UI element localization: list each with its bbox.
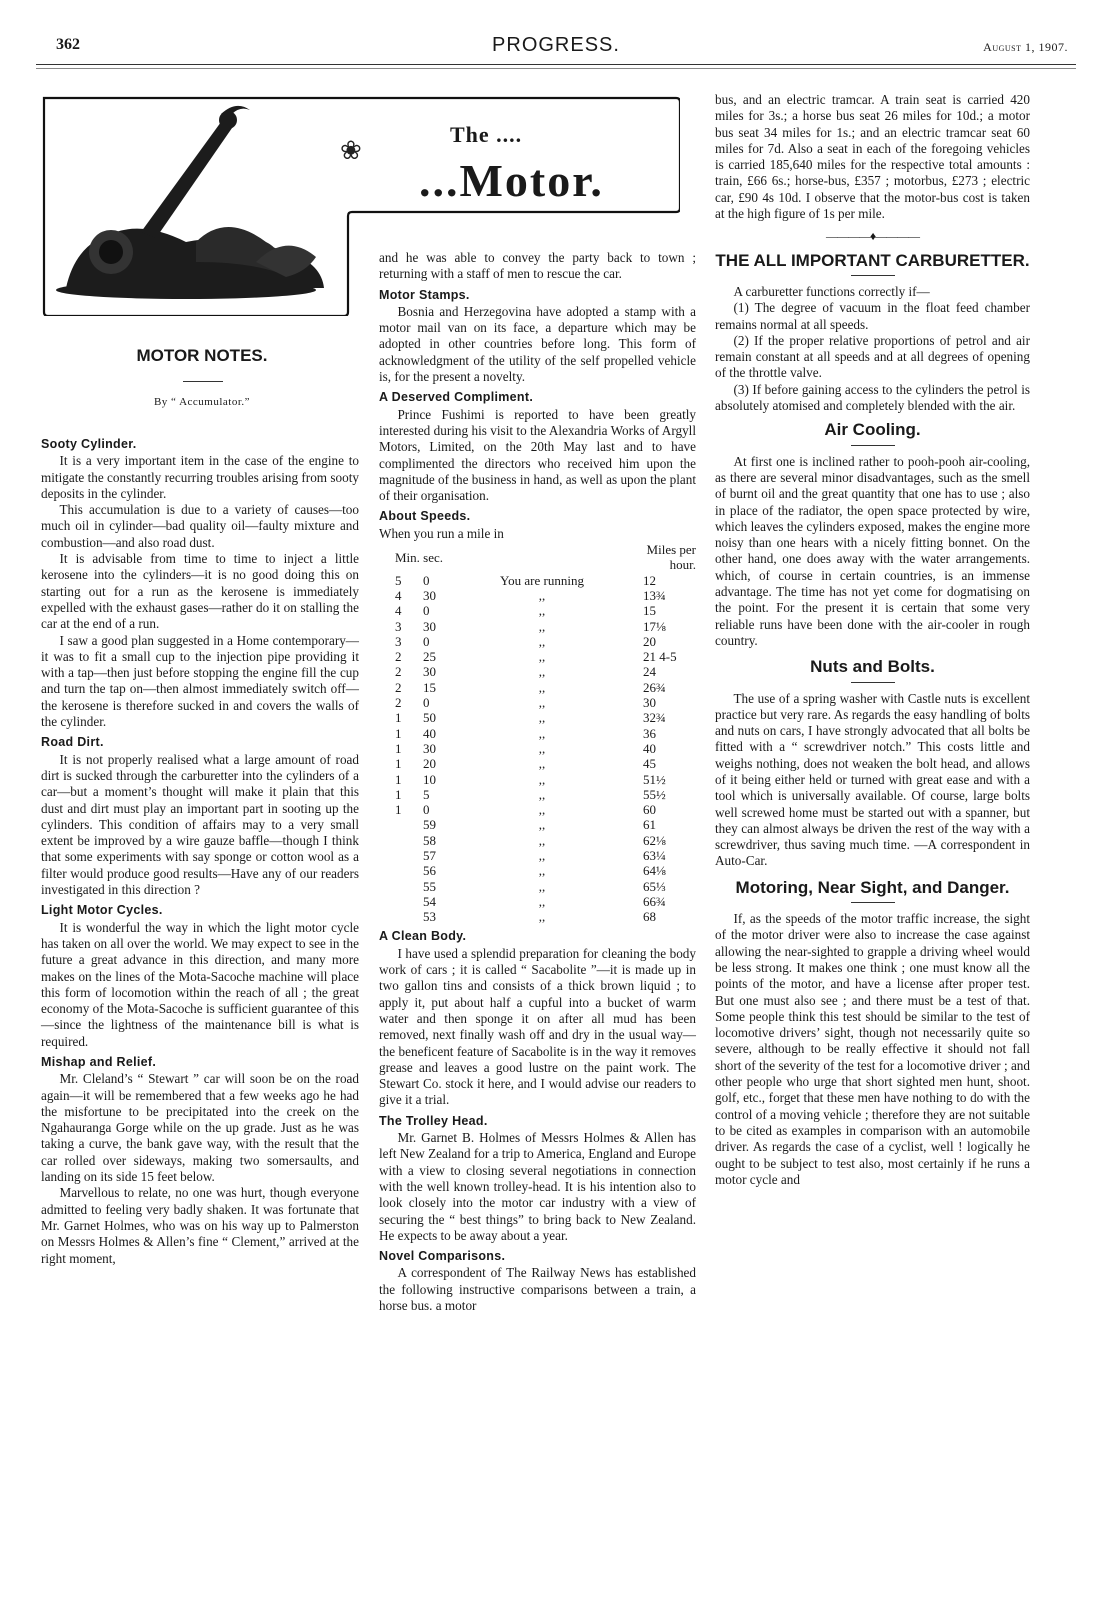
speed-running: ,, <box>538 847 546 863</box>
speed-seconds: 30 <box>423 587 436 603</box>
paragraph: Prince Fushimi is reported to have been greatly interested during his visit to the Alexandria Works of Argyll Motors, Limited, on the 20th May last and to have complimented the directors who received him upon the magnitude of the business in hand, as well as upon the plant of their organisation. <box>379 406 696 504</box>
speed-row <box>379 802 696 817</box>
paragraph: (3) If before gaining access to the cylinders the petrol is absolutely atomised and completely blended with the air. <box>715 381 1030 414</box>
speed-minutes: 1 <box>395 756 402 772</box>
speed-mph: 63¼ <box>643 847 666 863</box>
speed-row <box>379 634 696 649</box>
speed-row <box>379 741 696 756</box>
subheading: Mishap and Relief. <box>41 1054 157 1069</box>
speed-seconds: 57 <box>423 847 436 863</box>
speed-minutes: 1 <box>395 725 402 741</box>
speed-minutes <box>379 817 423 832</box>
speed-seconds: 10 <box>423 771 436 787</box>
speed-seconds: 15 <box>423 679 436 695</box>
paragraph: The use of a spring washer with Castle nuts is excellent practice but very rare. As regards the easy handling of bolts and nuts on cars, I have strongly advocated that all bolts be fitted with a “ screwdriver notch.” This costs little and weighs nothing, does not weaken the bolt head, and allows of it being either held or turned with great ease and with a tool which is universally available. Of course, large bolts well screwed home must be started out with a spanner, but they can almost always be driven the rest of the way with a screwdriver, thus saving much time. —A correspondent in Auto-Car. <box>715 690 1030 869</box>
speed-minutes: 2 <box>395 679 402 695</box>
subheading: Sooty Cylinder. <box>41 437 137 451</box>
subheading: About Speeds. <box>379 509 471 524</box>
speed-minutes: 1 <box>395 771 402 787</box>
speed-mph: 40 <box>643 740 656 756</box>
speed-mph: 66¾ <box>643 893 666 909</box>
paragraph: bus, and an electric tramcar. A train seat is carried 420 miles for 3s.; a horse bus seat 26 miles for 10d.; a motor bus seat 34 miles for 1s.; and an electric tramcar seat 60 miles for 7d. Also a seat in each of the foregoing vehicles is carried 185,640 miles for the respective total amounts : train, £66 6s.; horse-bus, £357 ; motorbus, £273 ; electric car, £90 4s 10d. I observe that the motor-bus cost is taken at the high figure of 1s per mile. <box>715 92 1030 222</box>
speed-seconds: 58 <box>423 832 436 848</box>
paragraph: Mr. Garnet B. Holmes of Messrs Holmes & Allen has left New Zealand for a trip to America, England and Europe with a view to closing several negotiations in connection with the well known trolley-head. It is his intention also to look closely into the motor car industry with a view of securing the “ best things” to bring back to New Zealand. He expects to be away about a year. <box>379 1130 696 1243</box>
column-3 <box>715 92 1030 1188</box>
subheading: Novel Comparisons. <box>379 1249 506 1264</box>
speed-minutes: 2 <box>395 695 402 711</box>
issue-date: August 1, 1907. <box>983 40 1068 54</box>
speed-minutes: 1 <box>395 786 402 802</box>
column-2 <box>379 250 696 1314</box>
speed-running: ,, <box>538 633 546 649</box>
speed-running: ,, <box>538 771 546 787</box>
paragraph: I saw a good plan suggested in a Home contemporary—it was to fit a small cup to the injection pipe providing it with a tap—then just before stopping the engine fill the cup and turn the tap on—then almost immediately switch off—the kerosene is therefore sucked in and covers the walls of the cylinder. <box>41 632 359 730</box>
banner-motor: ...Motor. <box>419 155 604 206</box>
speed-minutes <box>379 863 423 878</box>
speed-running: ,, <box>538 710 546 726</box>
speed-mph: 64⅛ <box>643 863 666 879</box>
speed-mph: 15 <box>643 603 656 619</box>
speed-minutes: 2 <box>395 649 402 665</box>
section-rule <box>851 445 895 446</box>
speed-seconds: 5 <box>423 786 430 802</box>
speed-row <box>379 772 696 787</box>
speed-row <box>379 833 696 848</box>
speed-seconds: 50 <box>423 710 436 726</box>
speed-seconds: 30 <box>423 664 436 680</box>
speed-mph: 51½ <box>643 771 666 787</box>
speed-running: ,, <box>538 909 546 925</box>
byline: By “ Accumulator.” <box>153 396 251 408</box>
subheading: A Clean Body. <box>379 929 467 944</box>
speed-minutes: 3 <box>395 633 402 649</box>
speed-running: ,, <box>538 587 546 603</box>
carburetter-heading: THE ALL IMPORTANT CARBURETTER. <box>715 250 1030 270</box>
speed-running: ,, <box>538 786 546 802</box>
subheading: The Trolley Head. <box>379 1113 488 1128</box>
speed-seconds: 0 <box>423 695 430 711</box>
speed-minutes: 3 <box>395 618 402 634</box>
paragraph: I have used a splendid preparation for cleaning the body work of cars ; it is called “ Sacabolite ”—it is made up in two gallon tins and consists of a thick brown liquid ; to apply it, put about half a cupful into a bucket of warm water and then sponge it on after all mud has been removed, next finally wash off and dry in the usual way—the beneficent feature of Sacabolite is in the way it removes grease and leaves a good lustre on the paint work. The Stewart Co. stock it here, and I would advise our readers to give it a trial. <box>379 945 696 1108</box>
speed-row <box>379 787 696 802</box>
speed-row <box>379 603 696 618</box>
speed-mph: 17⅛ <box>643 618 666 634</box>
speed-minutes <box>379 833 423 848</box>
speed-seconds: 30 <box>423 740 436 756</box>
speed-row <box>379 863 696 878</box>
speed-row <box>379 848 696 863</box>
paragraph: Bosnia and Herzegovina have adopted a stamp with a motor mail van on its face, a departure which may be adopted in other countries before long. This form of acknowledgment of the utility of the self propelled vehicle is, for the present a novelty. <box>379 303 696 385</box>
statue-illustration <box>56 106 324 299</box>
air-cooling-heading: Air Cooling. <box>824 420 921 440</box>
speed-mph: 24 <box>643 664 656 680</box>
column-3-top <box>715 92 1030 222</box>
speed-mph: 65⅓ <box>643 878 666 894</box>
speed-running: ,, <box>538 695 546 711</box>
speed-row <box>379 649 696 664</box>
speeds-table <box>379 542 696 924</box>
speed-mph: 32¾ <box>643 710 666 726</box>
speed-seconds: 40 <box>423 725 436 741</box>
page-header <box>36 32 1076 58</box>
paragraph: Mr. Cleland’s “ Stewart ” car will soon be on the road again—it will be remembered that a few weeks ago he had the misfortune to be precipitated into the creek on the Ngahauranga Gorge while on the up grade. Just as he was taking a curve, the bank gave way, with the result that the car rolled over sideways, making two somersaults, and landing on its side 15 feet below. <box>41 1071 359 1185</box>
column-1 <box>41 432 359 1267</box>
speed-mph: 12 <box>643 572 656 588</box>
paragraph: This accumulation is due to a variety of causes—too much oil in cylinder—bad quality oil—faulty mixture and combustion—and also road dust. <box>41 502 359 550</box>
speed-minutes <box>379 848 423 863</box>
paragraph: and he was able to convey the party back to town ; returning with a staff of men to rescue the car. <box>379 250 696 282</box>
air-cooling-body <box>715 454 1030 650</box>
publication-title: PROGRESS. <box>492 34 620 56</box>
notes-rule <box>183 381 223 382</box>
paragraph: When you run a mile in <box>379 525 504 541</box>
floral-ornament-icon: ❀ <box>340 136 362 165</box>
speed-seconds: 30 <box>423 618 436 634</box>
speed-seconds: 0 <box>423 572 430 588</box>
speed-row <box>379 573 696 588</box>
speed-seconds: 25 <box>423 649 436 665</box>
speed-running: ,, <box>538 679 546 695</box>
speed-minutes: 4 <box>395 587 402 603</box>
paragraph: It is wonderful the way in which the light motor cycle has taken on all over the world. We may expect to see in the future a great advance in this direction, and many more makes on the lines of the Mota-Sacoche machine will place this form of locomotion within the reach of all ; the great economy of the Mota-Sacoche is sufficient guarantee of this—since the lightness of the maintenance bill is what is required. <box>41 919 359 1049</box>
speed-seconds: 53 <box>423 909 436 925</box>
nuts-bolts-heading: Nuts and Bolts. <box>810 657 935 677</box>
speed-running: ,, <box>538 817 546 833</box>
section-rule <box>851 275 895 276</box>
speed-running: ,, <box>538 878 546 894</box>
speeds-head-right: Miles per hour. <box>646 542 696 573</box>
speed-running: ,, <box>538 756 546 772</box>
speed-seconds: 55 <box>423 878 436 894</box>
column-2-bottom <box>379 928 696 1314</box>
speed-mph: 62⅛ <box>643 832 666 848</box>
speed-minutes <box>379 909 423 924</box>
paragraph: A carburetter functions correctly if— <box>733 283 930 299</box>
speed-minutes: 5 <box>395 572 402 588</box>
motor-notes-heading: MOTOR NOTES. <box>136 346 268 365</box>
speed-seconds: 0 <box>423 603 430 619</box>
speed-row <box>379 909 696 924</box>
paragraph: At first one is inclined rather to pooh-pooh air-cooling, as there are several minor disadvantages, such as the smell of burnt oil and the great quantity that one has to use ; also in place of the radiator, the open space protected by wire, which leaves the cylinders exposed, makes the engine more noisy than one hears with a nicely fitting bonnet. On the other hand, one does away with the water arrangements. which, of course in certain countries, is an immense advantage. The time has not yet come for dogmatising on the point. For the present it is certain that some very reliable runs have been done with the air-cooler in rough country. <box>715 453 1030 648</box>
nuts-bolts-body <box>715 691 1030 870</box>
speed-row <box>379 726 696 741</box>
paragraph: (2) If the proper relative proportions of petrol and air remain constant at all speeds and at all degrees of opening of the throttle valve. <box>715 332 1030 381</box>
speed-seconds: 56 <box>423 863 436 879</box>
speed-mph: 26¾ <box>643 679 666 695</box>
speed-mph: 55½ <box>643 786 666 802</box>
speed-seconds: 59 <box>423 817 436 833</box>
speed-seconds: 0 <box>423 802 430 818</box>
subheading: Motor Stamps. <box>379 287 470 302</box>
speed-seconds: 20 <box>423 756 436 772</box>
paragraph: It is a very important item in the case of the engine to mitigate the constantly recurring troubles arising from sooty deposits in the cylinder. <box>41 453 359 501</box>
speed-row <box>379 879 696 894</box>
speed-running: ,, <box>538 618 546 634</box>
speed-minutes: 1 <box>395 710 402 726</box>
speed-running: ,, <box>538 603 546 619</box>
speed-running: You are running <box>500 572 584 588</box>
carburetter-body <box>715 284 1030 414</box>
paragraph: (1) The degree of vacuum in the float feed chamber remains normal at all speeds. <box>715 300 1030 332</box>
speed-mph: 21 4-5 <box>643 649 677 665</box>
near-sight-body <box>715 911 1030 1188</box>
speed-running: ,, <box>538 725 546 741</box>
speed-mph: 60 <box>643 802 656 818</box>
speed-minutes <box>379 894 423 909</box>
subheading: A Deserved Compliment. <box>379 390 534 405</box>
subheading: Road Dirt. <box>41 735 104 750</box>
speed-row <box>379 588 696 603</box>
section-rule <box>851 902 895 903</box>
column-2-top <box>379 250 696 542</box>
speed-running: ,, <box>538 802 546 818</box>
speed-running: ,, <box>538 664 546 680</box>
speed-row <box>379 894 696 909</box>
speed-mph: 61 <box>643 817 656 833</box>
speed-running: ,, <box>538 832 546 848</box>
paragraph: Marvellous to relate, no one was hurt, though everyone admitted to feeling very badly shaken. It was fortunate that Mr. Garnet Holmes, who was on his way up to Palmerston on Messrs Holmes & Allen’s fine “ Clement,” arrived at the right moment, <box>41 1185 359 1266</box>
speed-mph: 13¾ <box>643 587 666 603</box>
speed-row <box>379 710 696 725</box>
header-rule <box>36 64 1076 65</box>
paragraph: If, as the speeds of the motor traffic increase, the sight of the motor driver were also to increase the case against allowing the near-sighted to grapple a driving wheel would be less strong. It makes one think ; one must know all the points of the motor, and have a license after proper test. But one must also see ; and there must be a test of that. Some people think this test should be similar to the test of locomotive drivers’ sight, though not necessarily quite so severe, although to be really effective it should not fall short of the severity of the test for a locomotive driver ; and other people who urge that short sighted men hunt, shoot. golf, etc., forget that these men have nothing to do with the control of a moving vehicle ; therefore they are not suitable to be cited as examples in comparison with an automobile driver. As regards the case of a cyclist, well ! logically he ought to be subject to test also, most certainly if he runs a motor cycle and <box>715 911 1030 1187</box>
subheading: Light Motor Cycles. <box>41 903 163 918</box>
speed-mph: 20 <box>643 633 656 649</box>
near-sight-heading: Motoring, Near Sight, and Danger. <box>735 877 1010 897</box>
speed-row <box>379 619 696 634</box>
paragraph: A correspondent of The Railway News has established the following instructive comparisons between a train, a horse bus. a motor <box>379 1265 696 1313</box>
header-rule-thin <box>36 68 1076 69</box>
speed-mph: 36 <box>643 725 656 741</box>
speed-seconds: 54 <box>423 893 436 909</box>
speed-mph: 45 <box>643 756 656 772</box>
speed-minutes: 4 <box>395 603 402 619</box>
speed-minutes <box>379 879 423 894</box>
speed-row <box>379 695 696 710</box>
speeds-head-left: Min. sec. <box>395 549 444 565</box>
speed-running: ,, <box>538 740 546 756</box>
paragraph: It is not properly realised what a large amount of road dirt is sucked through the carburetter into the cylinders of a car—but a moment’s thought will make it plain that this dust and dirt must play an important part in sooting up the cylinders. This condition of affairs may to a very small extent be improved by a wire gauze baffle—though I think that some experiments with say sponge or cotton wool as a filter would produce good results—Have any of our readers investigated in this direction ? <box>41 751 359 898</box>
speed-row <box>379 664 696 679</box>
speed-running: ,, <box>538 863 546 879</box>
speed-minutes: 1 <box>395 740 402 756</box>
banner-the: The .... <box>450 122 523 147</box>
paragraph: It is advisable from time to time to inject a little kerosene into the cylinders—it is no good doing this on starting out for a run as the kerosene is immediately expelled with the exhaust gases—rather do it on stalling the car at the end of a run. <box>41 551 359 632</box>
section-ornament: ————♦———— <box>825 229 920 244</box>
speed-seconds: 0 <box>423 633 430 649</box>
speed-running: ,, <box>538 649 546 665</box>
speeds-header-row <box>379 542 696 573</box>
speed-row <box>379 817 696 832</box>
section-rule <box>851 682 895 683</box>
speed-row <box>379 680 696 695</box>
page-number: 362 <box>56 36 80 53</box>
speed-minutes: 1 <box>395 802 402 818</box>
speed-mph: 68 <box>643 909 656 925</box>
speed-running: ,, <box>538 893 546 909</box>
speed-row <box>379 756 696 771</box>
speed-minutes: 2 <box>395 664 402 680</box>
speed-mph: 30 <box>643 695 656 711</box>
